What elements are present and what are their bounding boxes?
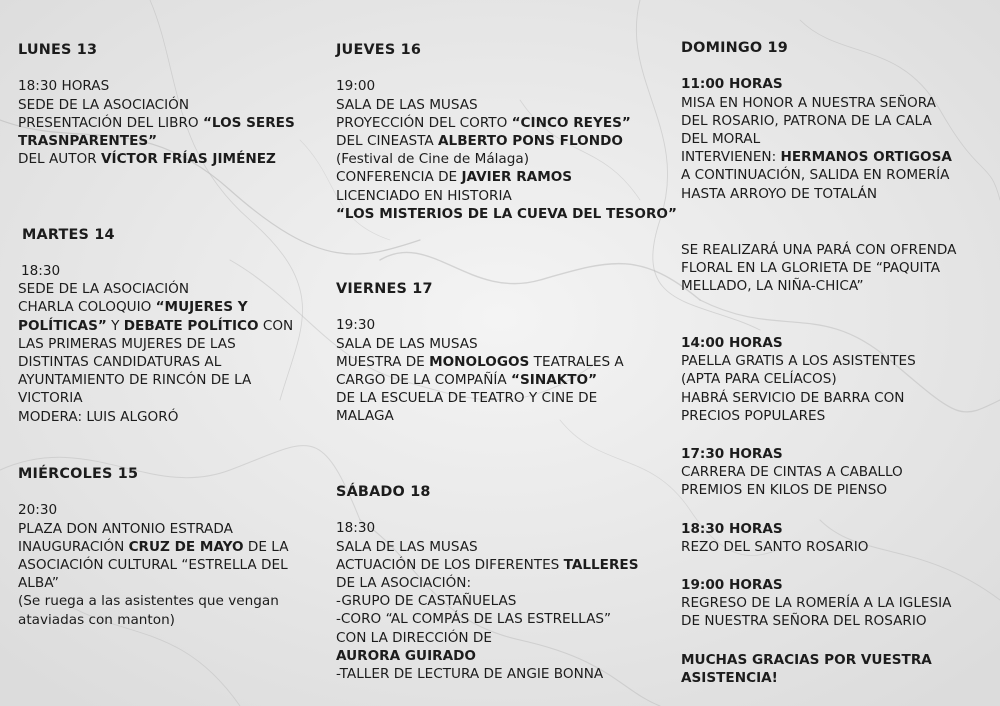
event-line: PRESENTACIÓN DEL LIBRO “LOS SERES	[18, 114, 295, 131]
event-miercoles	[18, 465, 289, 629]
event-line: LICENCIADO EN HISTORIA	[336, 187, 512, 204]
event-line: POLÍTICAS” Y DEBATE POLÍTICO CON	[18, 317, 294, 334]
event-line: ALBA”	[18, 575, 59, 592]
event-line: PREMIOS EN KILOS DE PIENSO	[681, 482, 888, 499]
event-line: CHARLA COLOQUIO “MUJERES Y	[18, 299, 248, 316]
event-carrera	[681, 445, 903, 500]
event-line: SALA DE LAS MUSAS	[336, 538, 478, 555]
event-time: 19:30	[336, 317, 376, 334]
director-name: AURORA GUIRADO	[336, 647, 476, 664]
day-title: MARTES 14	[22, 227, 115, 243]
conference-title: “LOS MISTERIOS DE LA CUEVA DEL TESORO”	[336, 205, 677, 222]
event-line: -CORO “AL COMPÁS DE LAS ESTRELLAS”	[336, 611, 612, 628]
event-line: SALA DE LAS MUSAS	[336, 335, 478, 352]
thanks-line: MUCHAS GRACIAS POR VUESTRA	[681, 652, 932, 668]
event-martes	[22, 226, 115, 262]
event-line: CARGO DE LA COMPAÑÍA “SINAKTO”	[336, 371, 598, 388]
event-line: MISA EN HONOR A NUESTRA SEÑORA	[681, 94, 936, 111]
event-line: MODERA: LUIS ALGORÓ	[18, 408, 179, 425]
event-time: 19:00	[336, 78, 376, 95]
event-line: DE LA ESCUELA DE TEATRO Y CINE DE	[336, 390, 598, 407]
event-line: ACTUACIÓN DE LOS DIFERENTES TALLERES	[336, 556, 639, 573]
day-title: MIÉRCOLES 15	[18, 466, 139, 482]
event-line: CONFERENCIA DE JAVIER RAMOS	[336, 169, 573, 186]
event-time: 18:30	[336, 520, 376, 537]
event-line: SEDE DE LA ASOCIACIÓN	[18, 281, 190, 298]
event-line: DE LA ASOCIACIÓN:	[336, 574, 472, 591]
event-time: 18:30 HORAS	[681, 521, 783, 537]
event-time: 11:00 HORAS	[681, 76, 783, 93]
event-note: ataviadas con manton)	[18, 611, 175, 628]
event-martes-details	[18, 262, 293, 426]
event-line: SALA DE LAS MUSAS	[336, 96, 478, 113]
day-title: VIERNES 17	[336, 281, 433, 297]
event-line: DEL ROSARIO, PATRONA DE LA CALA	[681, 112, 932, 129]
event-line: DEL MORAL	[681, 130, 761, 147]
event-note: (Se ruega a las asistentes que vengan	[18, 593, 279, 610]
event-line: DEL CINEASTA ALBERTO PONS FLONDO	[336, 132, 623, 149]
day-title: JUEVES 16	[336, 42, 422, 58]
event-line: A CONTINUACIÓN, SALIDA EN ROMERÍA	[681, 167, 950, 184]
event-line: HABRÁ SERVICIO DE BARRA CON	[681, 389, 905, 406]
event-line: DISTINTAS CANDIDATURAS AL	[18, 353, 222, 370]
event-line: HASTA ARROYO DE TOTALÁN	[681, 185, 878, 202]
event-line: INTERVIENEN: HERMANOS ORTIGOSA	[681, 149, 952, 166]
event-line: (APTA PARA CELÍACOS)	[681, 371, 837, 388]
event-line: REGRESO DE LA ROMERÍA A LA IGLESIA	[681, 595, 952, 612]
event-line: VICTORIA	[18, 390, 83, 407]
day-title: DOMINGO 19	[681, 40, 788, 56]
event-line: -GRUPO DE CASTAÑUELAS	[336, 593, 517, 610]
event-paella	[681, 334, 916, 425]
event-line: REZO DEL SANTO ROSARIO	[681, 539, 869, 556]
event-line: AYUNTAMIENTO DE RINCÓN DE LA	[18, 372, 252, 389]
day-title: SÁBADO 18	[336, 484, 431, 500]
event-time: 18:30 HORAS	[18, 78, 110, 95]
event-line: ASOCIACIÓN CULTURAL “ESTRELLA DEL	[18, 556, 288, 573]
event-line: INAUGURACIÓN CRUZ DE MAYO DE LA	[18, 538, 289, 555]
event-line: -TALLER DE LECTURA DE ANGIE BONNA	[336, 665, 604, 682]
event-line: SE REALIZARÁ UNA PARÁ CON OFRENDA	[681, 242, 957, 258]
event-jueves	[336, 41, 677, 223]
event-rosario	[681, 520, 868, 556]
event-note: (Festival de Cine de Málaga)	[336, 151, 530, 168]
event-line: DE NUESTRA SEÑORA DEL ROSARIO	[681, 613, 927, 630]
event-ofrenda	[681, 241, 956, 296]
event-sabado	[336, 483, 639, 683]
event-regreso	[681, 576, 951, 631]
event-line: SEDE DE LA ASOCIACIÓN	[18, 96, 190, 113]
event-time: 17:30 HORAS	[681, 446, 783, 462]
book-title: TRASNPARENTES”	[18, 132, 158, 149]
event-line: LAS PRIMERAS MUJERES DE LAS	[18, 335, 236, 352]
event-line: CARRERA DE CINTAS A CABALLO	[681, 464, 903, 481]
event-line: MUESTRA DE MONOLOGOS TEATRALES A	[336, 353, 624, 370]
event-line: PAELLA GRATIS A LOS ASISTENTES	[681, 353, 916, 370]
event-lunes	[18, 41, 295, 168]
event-time: 19:00 HORAS	[681, 577, 783, 593]
event-line: MELLADO, LA NIÑA-CHICA”	[681, 278, 864, 295]
event-line: MALAGA	[336, 408, 394, 425]
day-title: LUNES 13	[18, 42, 98, 58]
thanks-message	[681, 651, 932, 687]
event-viernes	[336, 280, 624, 426]
event-time: 20:30	[18, 502, 58, 519]
event-line: PLAZA DON ANTONIO ESTRADA	[18, 520, 233, 537]
event-time: 18:30	[21, 263, 61, 279]
event-line: PROYECCIÓN DEL CORTO “CINCO REYES”	[336, 114, 631, 131]
event-line: PRECIOS POPULARES	[681, 407, 826, 424]
event-line: CON LA DIRECCIÓN DE	[336, 629, 492, 646]
event-line: DEL AUTOR VÍCTOR FRÍAS JIMÉNEZ	[18, 151, 276, 168]
thanks-line: ASISTENCIA!	[681, 670, 778, 687]
event-domingo	[681, 39, 952, 203]
event-time: 14:00 HORAS	[681, 335, 783, 351]
event-line: FLORAL EN LA GLORIETA DE “PAQUITA	[681, 260, 941, 277]
